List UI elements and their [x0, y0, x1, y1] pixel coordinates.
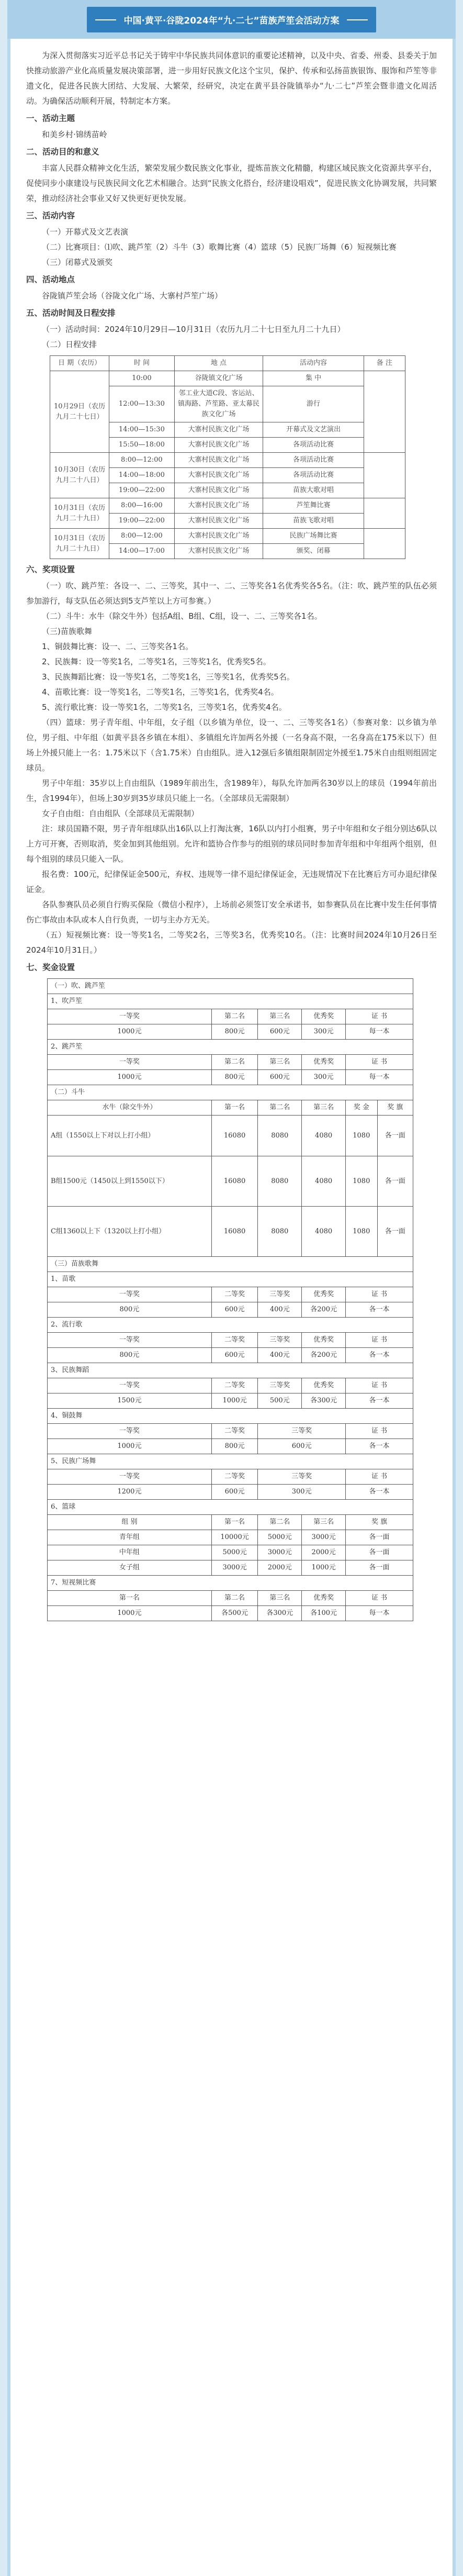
prize-header-cell: 一等奖	[48, 1055, 212, 1070]
table-row	[48, 1393, 413, 1409]
award-item: 5、流行歌比赛：设一等奖1名，二等奖1名，三等奖1名，优秀奖4名。	[42, 702, 287, 712]
prize-subsection-label: 4、铜鼓舞	[48, 1409, 413, 1424]
place-cell: 大寨村民族文化广场	[174, 453, 263, 468]
table-row	[50, 371, 405, 386]
place-cell: 大寨村民族文化广场	[174, 438, 263, 453]
prize-header-cell: 优秀奖	[302, 1009, 346, 1024]
prize-section-label: （一）吹、跳芦笙	[48, 979, 413, 994]
table-row	[48, 979, 413, 994]
col-header: 备 注	[364, 356, 405, 371]
time-cell: 8:00—12:00	[109, 453, 174, 468]
table-row	[48, 1318, 413, 1333]
prize-header-cell: 二等奖	[211, 1469, 258, 1485]
page-title: 中国·黄平·谷陇2024年“九·二七”苗族芦笙会活动方案	[87, 7, 376, 32]
time-cell: 8:00—16:00	[109, 498, 174, 514]
prize-value-cell: 各500元	[211, 1606, 258, 1621]
prize-header-cell: 第二名	[211, 1591, 258, 1606]
table-row	[48, 1024, 413, 1040]
prize-header-cell: 优秀奖	[302, 1287, 346, 1302]
table-row	[48, 1040, 413, 1055]
prize-header-cell: 优秀奖	[302, 1591, 346, 1606]
time-cell: 19:00—22:00	[109, 514, 174, 529]
table-row	[50, 498, 405, 514]
section-heading: 七、奖金设置	[26, 963, 75, 972]
table-row	[48, 1606, 413, 1621]
place-cell: 大寨村民族文化广场	[174, 498, 263, 514]
basketball-group-cell: 中年组	[48, 1545, 212, 1560]
col-header: 地 点	[174, 356, 263, 371]
prize-value-cell: 600元	[211, 1302, 258, 1318]
date-cell: 10月29日（农历九月二十七日）	[50, 371, 109, 453]
prize-value-cell: 600元	[258, 1070, 302, 1085]
prize-value-cell: 1080	[346, 1207, 378, 1257]
bull-group-cell: C组1360以上下（1320以上打小组）	[48, 1207, 212, 1257]
time-cell: 14:00—18:00	[109, 468, 174, 483]
date-cell: 10月31日（农历九月二十九日）	[50, 498, 109, 529]
section-heading: 三、活动内容	[26, 211, 75, 220]
section-heading: 四、活动地点	[26, 275, 75, 284]
basketball-group-cell: 女子组	[48, 1560, 212, 1576]
award-paragraph: 注：球员国籍不限，男子青年组球队出16队以上打淘汰赛，16队以内打小组赛，男子中年组和女子组分别达6队以上方可开赛，否则取消，奖金加到其他组别。允许和篮协合作参与的组别的球员同时参加青年组和中年组两个组别，但每个组别的球员只能入一队。	[26, 824, 437, 864]
prize-value-cell: 16080	[211, 1207, 258, 1257]
prize-value-cell: 10000元	[211, 1530, 258, 1545]
content-item: （一）开幕式及文艺表演	[42, 227, 129, 237]
intro-paragraph: 为深入贯彻落实习近平总书记关于铸牢中华民族共同体意识的重要论述精神，以及中央、省委、州委、县委关于加快推动旅游产业化高质量发展决策部署，进一步用好民族文化这个宝贝，保护、传承和弘扬苗族银饰、服饰和芦笙等非遗文化，促进各民族大团结、大发展、大繁荣，经研究，决定在黄平县谷陇镇举办“九·二七”芦笙会暨非遗文化周活动。为确保活动顺利开展，特制定本方案。	[26, 51, 437, 106]
time-cell: 8:00—12:00	[109, 529, 174, 544]
prize-value-cell: 各一面	[377, 1116, 413, 1156]
table-row	[48, 1100, 413, 1116]
bull-group-cell: B组1500元（1450以上到1550以下）	[48, 1156, 212, 1207]
prize-value-cell: 8080	[258, 1156, 302, 1207]
prize-header-cell: 三等奖	[258, 1424, 346, 1439]
location-text: 谷陇镇芦笙会场（谷陇文化广场、大寨村芦笙广场）	[42, 291, 223, 300]
award-item: 3、民族舞蹈比赛：设一等奖1名，二等奖1名，三等奖1名，优秀奖5名。	[42, 672, 295, 682]
date-cell: 10月31日（农历九月二十九日）	[50, 529, 109, 559]
content-cell: 游行	[263, 386, 364, 422]
table-row	[48, 1576, 413, 1591]
prize-header-cell: 二等奖	[211, 1424, 258, 1439]
prize-header-cell: 三等奖	[258, 1469, 346, 1485]
prize-header-cell: 第三名	[258, 1591, 302, 1606]
award-paragraph: （二）斗牛：水牛（除交牛外）包括A组、B组、C组，设一、二、三等奖各1名。	[42, 611, 322, 621]
prize-header-cell: 一等奖	[48, 1469, 212, 1485]
prize-header-cell: 第一名	[211, 1100, 258, 1116]
prize-header-cell: 奖 旗	[346, 1515, 413, 1530]
prize-value-cell: 300元	[302, 1024, 346, 1040]
prize-header-cell: 一等奖	[48, 1009, 212, 1024]
prize-header-cell: 一等奖	[48, 1424, 212, 1439]
prize-header-cell: 二等奖	[211, 1333, 258, 1348]
prize-value-cell: 8080	[258, 1116, 302, 1156]
award-paragraph: （五）短视频比赛：设一等奖1名，二等奖2名，三等奖3名，优秀奖10名。（注：比赛时间2024年10月26日至2024年10月31日。）	[26, 930, 437, 955]
prize-value-cell: 各一面	[377, 1207, 413, 1257]
table-row	[48, 1545, 413, 1560]
place-cell: 大寨村民族文化广场	[174, 422, 263, 438]
prize-value-cell: 16080	[211, 1116, 258, 1156]
schedule-table	[50, 355, 405, 559]
award-item: 2、民族舞：设一等奖1名，二等奖1名，三等奖1名，优秀奖5名。	[42, 657, 271, 666]
prize-header-cell: 证 书	[346, 1333, 413, 1348]
prize-value-cell: 各一面	[346, 1545, 413, 1560]
table-row	[48, 1530, 413, 1545]
prize-value-cell: 600元	[211, 1348, 258, 1363]
prize-value-cell: 4080	[302, 1116, 346, 1156]
award-paragraph: （一）吹、跳芦笙：各设一、二、三等奖，其中一、二、三等奖各1名优秀奖各5名。（注：吹、跳芦笙的队伍必须参加游行，每支队伍必须达到5支芦笙以上方可参赛。）	[26, 581, 437, 606]
award-paragraph: 各队参赛队员必须自行购买保险（微信小程序），上场前必须签订安全承诺书，如参赛队员在比赛中发生任何事情伤亡事故由本队或本人自行负责，一切与主办方无关。	[26, 900, 437, 924]
table-row	[48, 1454, 413, 1469]
bull-group-cell: A组（1550以上下对以上打小组）	[48, 1116, 212, 1156]
schedule-header-row	[50, 356, 405, 371]
prize-value-cell: 300元	[258, 1485, 346, 1500]
prize-value-cell: 各一面	[377, 1156, 413, 1207]
table-row	[48, 1348, 413, 1363]
prize-header-cell: 证 书	[346, 1469, 413, 1485]
content-item: （二）比赛项目：⑴吹、跳芦笙（2）斗牛（3）歌舞比赛（4）篮球（5）民族厂场舞（6）短视频比赛	[42, 242, 397, 252]
prize-value-cell: 600元	[258, 1439, 346, 1454]
time-cell: 19:00—22:00	[109, 483, 174, 498]
prize-value-cell: 4080	[302, 1156, 346, 1207]
table-row	[48, 1469, 413, 1485]
place-cell: 大寨村民族文化广场	[174, 483, 263, 498]
table-row	[48, 1560, 413, 1576]
time-cell: 14:00—17:00	[109, 544, 174, 559]
prize-header-cell: 第二名	[258, 1515, 302, 1530]
prize-header-cell: 奖 旗	[377, 1100, 413, 1116]
prize-value-cell: 16080	[211, 1156, 258, 1207]
table-row	[48, 1378, 413, 1393]
content-cell: 各项活动比赛	[263, 438, 364, 453]
content-item: （三）闭幕式及颁奖	[42, 258, 113, 267]
header-banner	[7, 0, 456, 39]
prize-value-cell: 1080	[346, 1156, 378, 1207]
prize-header-cell: 第三名	[302, 1100, 346, 1116]
place-cell: 谷陇镇文化广场	[174, 371, 263, 386]
table-row	[48, 1302, 413, 1318]
content-cell: 芦笙舞比赛	[263, 498, 364, 514]
table-row	[48, 1272, 413, 1287]
prize-value-cell: 2000元	[258, 1560, 302, 1576]
table-row	[48, 1070, 413, 1085]
col-header: 时 间	[109, 356, 174, 371]
prize-header-cell: 优秀奖	[302, 1378, 346, 1393]
prize-value-cell: 800元	[211, 1024, 258, 1040]
time-cell: 10:00	[109, 371, 174, 386]
table-row	[48, 1009, 413, 1024]
place-cell: 邻工业大道C段、客运站、镇海路、芦笙路、亚太幕民族文化广场	[174, 386, 263, 422]
prize-header-cell: 第二名	[211, 1009, 258, 1024]
prize-header-cell: 一等奖	[48, 1287, 212, 1302]
table-row	[48, 994, 413, 1009]
content-cell: 各项活动比赛	[263, 468, 364, 483]
prize-subsection-label: 1、吹芦笙	[48, 994, 413, 1009]
prize-value-cell: 各300元	[258, 1606, 302, 1621]
prize-header-cell: 证 书	[346, 1055, 413, 1070]
prize-section-label: （三）苗族歌舞	[48, 1257, 413, 1272]
prize-value-cell: 各一本	[346, 1393, 413, 1409]
table-row	[48, 1409, 413, 1424]
prize-value-cell: 3000元	[258, 1545, 302, 1560]
table-row	[48, 1287, 413, 1302]
prize-header-cell: 一等奖	[48, 1333, 212, 1348]
prize-value-cell: 1500元	[48, 1393, 212, 1409]
prize-subsection-label: 2、流行歌	[48, 1318, 413, 1333]
prize-header-cell: 奖 金	[346, 1100, 378, 1116]
table-row	[48, 1515, 413, 1530]
place-cell: 大寨村民族文化广场	[174, 544, 263, 559]
prize-subsection-label: 5、民族广场舞	[48, 1454, 413, 1469]
content-cell: 苗族大歌对唱	[263, 483, 364, 498]
prize-header-cell: 证 书	[346, 1424, 413, 1439]
prize-value-cell: 每一本	[346, 1070, 413, 1085]
prize-subsection-label: 2、跳芦笙	[48, 1040, 413, 1055]
award-item: 4、苗歌比赛：设一等奖1名，二等奖1名，三等奖1名，优秀奖4名。	[42, 687, 279, 697]
award-paragraph: 报名费：100元，纪律保证金500元，弃权、违规等一律不退纪律保证金，无违规情况下在比赛后方可办退纪律保证金。	[26, 869, 437, 894]
prize-value-cell: 各200元	[302, 1302, 346, 1318]
prize-value-cell: 8080	[258, 1207, 302, 1257]
prize-value-cell: 每一本	[346, 1606, 413, 1621]
prize-value-cell: 300元	[302, 1070, 346, 1085]
prize-subsection-label: 7、短视频比赛	[48, 1576, 413, 1591]
content-cell: 苗族飞歌对唱	[263, 514, 364, 529]
prize-header-cell: 二等奖	[211, 1287, 258, 1302]
time-cell: 14:00—15:30	[109, 422, 174, 438]
place-cell: 大寨村民族文化广场	[174, 529, 263, 544]
prize-value-cell: 1200元	[48, 1485, 212, 1500]
table-row	[48, 1156, 413, 1207]
prize-value-cell: 各100元	[302, 1606, 346, 1621]
table-row	[48, 1116, 413, 1156]
prize-subsection-label: 3、民族舞蹈	[48, 1363, 413, 1378]
prize-value-cell: 400元	[258, 1348, 302, 1363]
prize-header-cell: 三等奖	[258, 1333, 302, 1348]
prize-value-cell: 2000元	[302, 1545, 346, 1560]
prize-value-cell: 1000元	[48, 1070, 212, 1085]
table-row	[48, 1485, 413, 1500]
prize-header-cell: 证 书	[346, 1009, 413, 1024]
table-row	[48, 1439, 413, 1454]
prize-header-cell: 一等奖	[48, 1378, 212, 1393]
prize-header-cell: 三等奖	[258, 1378, 302, 1393]
prize-value-cell: 各一本	[346, 1302, 413, 1318]
content-cell: 开幕式及文艺演出	[263, 422, 364, 438]
section-heading: 二、活动目的和意义	[26, 147, 99, 157]
schedule-subheading: （二）日程安排	[42, 340, 97, 349]
purpose-text: 丰富人民群众精神文化生活，繁荣发展少数民族文化事业，提炼苗族文化精髓，构建区域民族文化资源共享平台，促使同步小康建设与民族民间文化艺术相融合。达到“民族文化搭台，经济建设唱戏”，促进民族文化协调发展，共同繁荣，推动经济社会事业又好又快更好更快发展。	[26, 163, 437, 203]
prize-subsection-label: 1、苗歌	[48, 1272, 413, 1287]
prize-value-cell: 各一本	[346, 1439, 413, 1454]
prize-header-cell: 二等奖	[211, 1378, 258, 1393]
prize-header-cell: 水牛（除交牛外）	[48, 1100, 212, 1116]
prize-value-cell: 各300元	[302, 1393, 346, 1409]
col-header: 活动内容	[263, 356, 364, 371]
prize-value-cell: 1000元	[48, 1024, 212, 1040]
prize-header-cell: 第二名	[258, 1100, 302, 1116]
content-cell: 民族广场舞比赛	[263, 529, 364, 544]
prize-value-cell: 各一面	[346, 1530, 413, 1545]
prize-section-label: （二）斗牛	[48, 1085, 413, 1100]
prize-value-cell: 3000元	[211, 1560, 258, 1576]
prize-value-cell: 1000元	[211, 1393, 258, 1409]
date-cell: 10月30日（农历九月二十八日）	[50, 453, 109, 498]
basketball-group-cell: 青年组	[48, 1530, 212, 1545]
article-body	[7, 39, 456, 2576]
col-header: 日 期（农历）	[50, 356, 109, 371]
section-heading: 五、活动时间及日程安排	[26, 308, 116, 318]
prize-header-cell: 组 别	[48, 1515, 212, 1530]
prize-value-cell: 各一面	[346, 1560, 413, 1576]
time-cell: 15:50—18:00	[109, 438, 174, 453]
content-cell: 集 中	[263, 371, 364, 386]
prize-value-cell: 600元	[211, 1485, 258, 1500]
prize-value-cell: 400元	[258, 1302, 302, 1318]
prize-value-cell: 1000元	[48, 1439, 212, 1454]
prize-value-cell: 800元	[211, 1070, 258, 1085]
prize-value-cell: 500元	[258, 1393, 302, 1409]
table-row	[48, 1333, 413, 1348]
table-row	[48, 1363, 413, 1378]
prize-value-cell: 5000元	[258, 1530, 302, 1545]
award-paragraph: （四）篮球：男子青年组、中年组，女子组（以乡镇为单位，设一、二、三等奖各1名）（参赛对象：以乡镇为单位，男子组、中年组（如黄平县各乡镇在本组）、多镇组允许加两名外援（一名身高不限，一名身高在175米以下）但场上外援只能上一名：1.75米以下（含1.75米）自由组队。进入12强后多镇组限制固定外援至1.75米自由组则组固定球员。	[26, 718, 437, 773]
table-row	[48, 1207, 413, 1257]
award-paragraph: （三)苗族歌舞	[42, 627, 92, 636]
theme-text: 和美乡村·锦绣苗岭	[42, 130, 107, 139]
prize-table	[47, 978, 413, 1621]
table-row	[48, 1055, 413, 1070]
prize-header-cell: 第二名	[211, 1055, 258, 1070]
prize-value-cell: 各200元	[302, 1348, 346, 1363]
place-cell: 大寨村民族文化广场	[174, 468, 263, 483]
table-row	[48, 1500, 413, 1515]
prize-value-cell: 800元	[48, 1348, 212, 1363]
table-row	[48, 1085, 413, 1100]
prize-value-cell: 800元	[48, 1302, 212, 1318]
award-item: 1、铜鼓舞比赛：设一、二、三等奖各1名。	[42, 642, 194, 651]
section-heading: 一、活动主题	[26, 114, 75, 123]
prize-header-cell: 三等奖	[258, 1287, 302, 1302]
prize-header-cell: 证 书	[346, 1378, 413, 1393]
time-cell: 12:00—13:30	[109, 386, 174, 422]
prize-value-cell: 1000元	[48, 1606, 212, 1621]
prize-subsection-label: 6、篮球	[48, 1500, 413, 1515]
table-row	[50, 529, 405, 544]
prize-value-cell: 800元	[211, 1439, 258, 1454]
award-paragraph: 女子自由组：自由组队（全部球员无需限制）	[42, 809, 199, 818]
content-cell: 颁奖、闭幕	[263, 544, 364, 559]
prize-header-cell: 证 书	[346, 1287, 413, 1302]
prize-value-cell: 各一本	[346, 1485, 413, 1500]
prize-header-cell: 第三名	[302, 1515, 346, 1530]
prize-value-cell: 每一本	[346, 1024, 413, 1040]
prize-header-cell: 第三名	[258, 1055, 302, 1070]
prize-header-cell: 证 书	[346, 1591, 413, 1606]
prize-value-cell: 各一本	[346, 1348, 413, 1363]
prize-header-cell: 第三名	[258, 1009, 302, 1024]
table-row	[48, 1257, 413, 1272]
table-row	[48, 1424, 413, 1439]
table-row	[48, 1591, 413, 1606]
prize-header-cell: 第一名	[211, 1515, 258, 1530]
prize-header-cell: 优秀奖	[302, 1055, 346, 1070]
prize-value-cell: 3000元	[302, 1530, 346, 1545]
prize-value-cell: 600元	[258, 1024, 302, 1040]
award-paragraph: 男子中年组：35岁以上自由组队（1989年前出生，含1989年），每队允许加两名30岁以上的球员（1994年前出生，含1994年），但场上30岁到35岁球员只能上一名。（全部球员无需限制）	[26, 778, 437, 803]
table-row	[50, 453, 405, 468]
time-text: （一）活动时间：2024年10月29日—10月31日（农历九月二十七日至九月二十九日）	[42, 325, 345, 334]
prize-value-cell: 1000元	[302, 1560, 346, 1576]
section-heading: 六、奖项设置	[26, 565, 75, 574]
content-cell: 各项活动比赛	[263, 453, 364, 468]
prize-value-cell: 5000元	[211, 1545, 258, 1560]
prize-value-cell: 1080	[346, 1116, 378, 1156]
prize-header-cell: 优秀奖	[302, 1333, 346, 1348]
prize-value-cell: 4080	[302, 1207, 346, 1257]
prize-header-cell: 第一名	[48, 1591, 212, 1606]
place-cell: 大寨村民族文化广场	[174, 514, 263, 529]
